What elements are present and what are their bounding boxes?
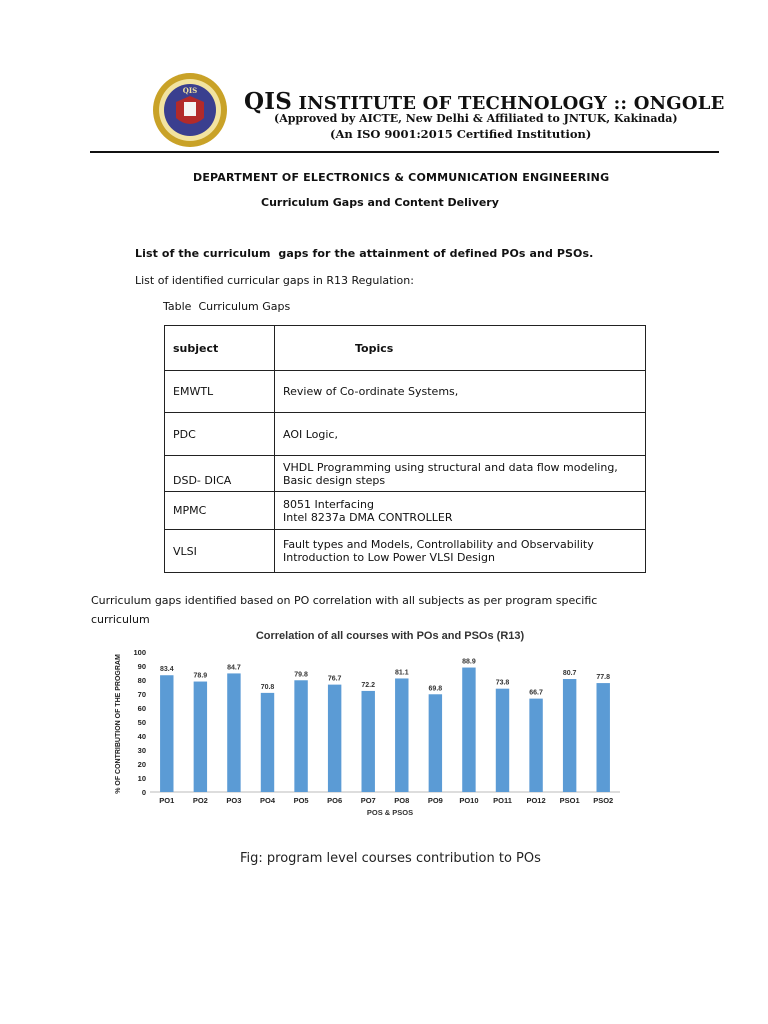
bar-pso1	[563, 679, 576, 792]
y-tick-label: 40	[137, 732, 146, 741]
data-label: 88.9	[462, 658, 476, 666]
topic-line: 8051 Interfacing	[283, 497, 374, 511]
y-tick-label: 0	[141, 788, 146, 797]
data-label: 72.2	[361, 681, 376, 689]
x-tick-label: PO10	[459, 796, 479, 805]
bar-po6	[328, 685, 341, 792]
topics-cell	[275, 456, 646, 492]
logo-text: QIS	[182, 86, 198, 95]
gaps-paragraph: Curriculum gaps identified based on PO correlation with all subjects as per program specific curriculum	[91, 594, 598, 626]
table-row	[165, 492, 646, 530]
data-label: 73.8	[495, 679, 510, 687]
data-label: 77.8	[596, 674, 611, 682]
institute-name	[244, 88, 725, 115]
x-tick-label: PO11	[493, 796, 512, 805]
bar-po8	[395, 678, 408, 792]
topic-line: Basic design steps	[283, 473, 386, 487]
curriculum-gaps-table	[164, 325, 646, 573]
institute-prefix: QIS	[244, 88, 293, 115]
topics-header: Topics	[275, 326, 646, 371]
list-subheading: List of identified curricular gaps in R13 Regulation:	[135, 274, 414, 287]
topics-cell	[275, 492, 646, 530]
y-tick-label: 30	[137, 746, 146, 755]
y-tick-label: 80	[137, 676, 146, 685]
y-tick-label: 100	[133, 648, 146, 657]
y-tick-label: 50	[137, 718, 146, 727]
table-row	[165, 413, 646, 456]
data-label: 78.9	[193, 672, 208, 680]
bar-pso2	[597, 683, 610, 792]
data-label: 83.4	[159, 666, 174, 674]
bar-po10	[462, 668, 475, 792]
table-caption: Table Curriculum Gaps	[163, 300, 291, 313]
bar-po7	[362, 691, 375, 792]
data-label: 66.7	[529, 689, 543, 697]
subject-cell: PDC	[165, 413, 275, 456]
data-label: 80.7	[562, 670, 577, 678]
x-tick-label: PO1	[159, 796, 175, 805]
list-heading: List of the curriculum gaps for the attainment of defined POs and PSOs.	[135, 247, 594, 260]
x-tick-label: PO5	[293, 796, 309, 805]
y-axis-label: % OF CONTRIBUTION OF THE PROGRAM	[115, 654, 122, 794]
x-tick-label: PO3	[226, 796, 242, 805]
topic-line: Review of Co-ordinate Systems,	[283, 385, 459, 398]
data-label: 76.7	[327, 675, 342, 683]
bar-po5	[294, 680, 307, 792]
topic-line: Introduction to Low Power VLSI Design	[283, 551, 495, 564]
institute-logo	[152, 72, 228, 148]
y-tick-label: 60	[137, 704, 146, 713]
bar-po11	[496, 689, 509, 792]
bar-po12	[529, 699, 542, 792]
y-tick-label: 10	[137, 774, 146, 783]
y-tick-label: 90	[137, 662, 146, 671]
bar-po3	[227, 673, 240, 792]
x-tick-label: PO9	[427, 796, 443, 805]
subject-cell: MPMC	[165, 492, 275, 530]
chart-title: Correlation of all courses with POs and PSOs (R13)	[255, 630, 525, 642]
x-tick-label: PO4	[259, 796, 276, 805]
certification-line: (An ISO 9001:2015 Certified Institution)	[330, 127, 592, 141]
data-label: 70.8	[260, 683, 275, 691]
bar-po2	[194, 682, 207, 792]
topics-cell	[275, 413, 646, 456]
subject-header: subject	[165, 326, 275, 371]
data-label: 81.1	[394, 669, 409, 677]
data-label: 69.8	[428, 685, 443, 693]
header-divider	[90, 151, 719, 153]
chart-plot-area	[133, 648, 620, 805]
x-axis-label: POS & PSOS	[366, 808, 414, 817]
subject-cell: EMWTL	[165, 371, 275, 413]
document-subtitle: Curriculum Gaps and Content Delivery	[261, 196, 499, 209]
x-tick-label: PO6	[327, 796, 343, 805]
institute-name-text: INSTITUTE OF TECHNOLOGY :: ONGOLE	[298, 93, 725, 114]
approval-line: (Approved by AICTE, New Delhi & Affiliated to JNTUK, Kakinada)	[274, 112, 678, 125]
table-header-row	[165, 326, 646, 371]
department-title: DEPARTMENT OF ELECTRONICS & COMMUNICATION ENGINEERING	[193, 171, 610, 184]
figure-caption: Fig: program level courses contribution to POs	[240, 851, 541, 866]
x-tick-label: PSO1	[559, 796, 580, 805]
topics-cell	[275, 371, 646, 413]
x-tick-label: PO2	[192, 796, 208, 805]
x-tick-label: PSO2	[593, 796, 614, 805]
topic-line: VHDL Programming using structural and data flow modeling,	[283, 460, 618, 474]
y-tick-label: 70	[137, 690, 146, 699]
bar-po4	[261, 693, 274, 792]
table-row	[165, 456, 646, 492]
topic-line: Fault types and Models, Controllability and Observability	[283, 538, 594, 551]
bar-po9	[429, 694, 442, 792]
x-tick-label: PO8	[394, 796, 410, 805]
topics-cell	[275, 530, 646, 573]
table-row	[165, 530, 646, 573]
data-label: 84.7	[227, 664, 241, 672]
topic-line: Intel 8237a DMA CONTROLLER	[283, 510, 453, 524]
subject-cell: DSD- DICA	[165, 456, 275, 492]
table-row	[165, 371, 646, 413]
data-label: 79.8	[294, 671, 308, 679]
y-tick-label: 20	[137, 760, 146, 769]
subject-cell: VLSI	[165, 530, 275, 573]
x-tick-label: PO12	[526, 796, 546, 805]
po-correlation-chart	[108, 624, 628, 824]
bar-po1	[160, 675, 173, 792]
x-tick-label: PO7	[360, 796, 376, 805]
topic-line: AOI Logic,	[283, 427, 338, 441]
